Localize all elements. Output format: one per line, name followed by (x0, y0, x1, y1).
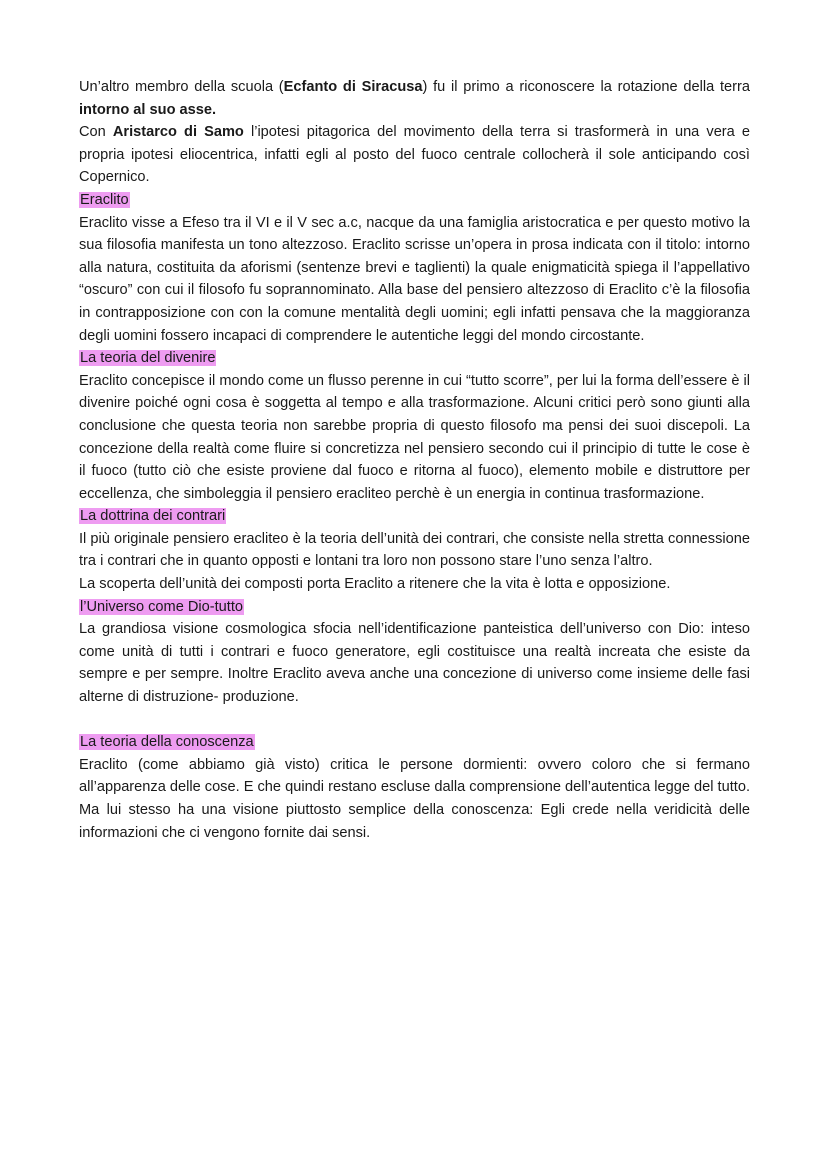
section-paragraph: La scoperta dell’unità dei composti porta Eraclito a ritenere che la vita è lotta e opposizione. (79, 576, 671, 593)
section-heading-divenire (79, 347, 750, 370)
section-heading-eraclito (79, 189, 750, 212)
bold-ecfanto: Ecfanto di Siracusa (283, 79, 423, 95)
section-paragraph: La grandiosa visione cosmologica sfocia nell’identificazione panteistica dell’universo con Dio: inteso come unità di tutti i contrari e fuoco generatore, egli costituisce una realtà increata che esiste da sempre e per sempre. Inoltre Eraclito aveva anche una concezione di universo come insieme delle fasi alterne di distruzione- produzione. (79, 621, 750, 706)
section-paragraph: Eraclito concepisce il mondo come un flusso perenne in cui “tutto scorre”, per lui la forma dell’essere è il divenire poiché ogni cosa è soggetta al tempo e alla trasformazione. Alcuni critici però sono giunti alla conclusione che questa teoria non sarebbe propria di questo filosofo ma pensi dei suoi discepoli. La concezione della realtà come fluire si concretizza nel pensiero secondo cui il principio di tutte le cose è il fuoco (tutto ciò che esiste proviene dal fuoco e ritorna al fuoco), elemento mobile e distruttore per eccellenza, che simboleggia il pensiero eracliteo perchè è un energia in continua trasformazione. (79, 372, 750, 502)
intro-paragraph-ecfanto: Un’altro membro della scuola (Ecfanto di Siracusa) fu il primo a riconoscere la rotazione della terra intorno al suo asse. (79, 79, 750, 118)
highlighted-heading: Eraclito (80, 191, 129, 208)
bold-aristarco: Aristarco di Samo (112, 124, 244, 141)
section-heading-universo (79, 596, 750, 619)
highlighted-heading: La dottrina dei contrari (80, 508, 226, 525)
highlighted-heading: l’Universo come Dio-tutto (80, 598, 244, 615)
section-heading-contrari (79, 505, 750, 528)
highlighted-heading: La teoria della conoscenza (80, 734, 254, 751)
highlighted-heading: La teoria del divenire (80, 350, 216, 367)
section-paragraph: Eraclito (come abbiamo già visto) critica le persone dormienti: ovvero coloro che si fermano all’apparenza delle cose. E che quindi restano escluse dalla comprensione dell’autentica legge del tutto. Ma lui stesso ha una visione piuttosto semplice della conoscenza: Egli crede nella veridicità delle informazioni che ci vengono fornite dai sensi. (79, 756, 750, 841)
section-heading-conoscenza (79, 731, 750, 754)
intro-paragraph-aristarco: Con Aristarco di Samo l’ipotesi pitagorica del movimento della terra si trasformerà in una vera e propria ipotesi eliocentrica, infatti egli al posto del fuoco centrale collocherà il sole anticipando così Copernico. (79, 124, 750, 186)
bold-asse: intorno al suo asse. (79, 101, 217, 118)
section-paragraph: Il più originale pensiero eracliteo è la teoria dell’unità dei contrari, che consiste nella stretta connessione tra i contrari che in quanto opposti e lontani tra loro non possono stare l’uno senza l’altro. (79, 530, 750, 570)
blank-line (79, 709, 750, 732)
section-paragraph: Eraclito visse a Efeso tra il VI e il V sec a.c, nacque da una famiglia aristocratica e per questo motivo la sua filosofia manifesta un tono altezzoso. Eraclito scrisse un’opera in prosa indicata con il titolo: intorno alla natura, costituita da aforismi (sentenze brevi e taglienti) la quale enigmaticità spiega il l’appellativo “oscuro” con cui il filosofo fu soprannominato. Alla base del pensiero altezzoso di Eraclito c’è la filosofia in contrapposizione con con la comune mentalità degli uomini; egli infatti pensava che la maggioranza degli uomini fossero incapaci di comprendere le autentiche leggi del mondo circostante. (79, 214, 750, 344)
